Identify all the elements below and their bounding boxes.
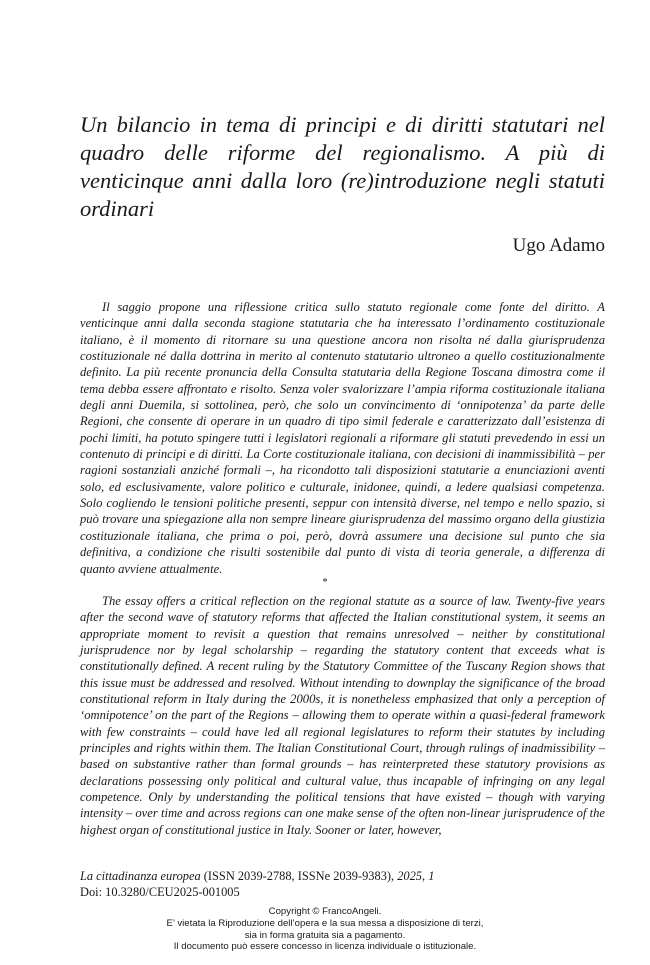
copyright-notice [0, 906, 650, 953]
journal-issn: (ISSN 2039-2788, ISSNe 2039-9383), [200, 869, 398, 883]
article-author: Ugo Adamo [512, 235, 605, 256]
copyright-line: E’ vietata la Riproduzione dell’opera e la sua messa a disposizione di terzi, [166, 917, 484, 929]
abstract-english: The essay offers a critical reflection on the regional statute as a source of law. Twenty-five years after the second wave of statutory reforms that affected the Italian constitutional system, it seems an appropriate moment to revisit a question that remains unresolved – neither by constitutional jurisprudence nor by legal scholarship – regarding the statutory content that exceeds what is constitutionally defined. A recent ruling by the Statutory Committee of the Tuscany Region shows that this issue must be addressed and resolved. Without intending to downplay the significance of the broad constitutional reform in Italy during the 2000s, it is nonetheless emphasized that only a perception of ‘omnipotence’ on the part of the Regions – allowing them to operate within a quasi-federal framework with few constraints – could have led all regional legislatures to reform their statutes by including principles and rights within them. The Italian Constitutional Court, through rulings of inadmissibility – based on substantive rather than formal grounds – has reinterpreted these statutory provisions as declarations possessing only political and cultural value, thus incapable of infringing on any legal competence. Only by understanding the political tensions that have existed – though with varying intensity – over time and across regions can one make sense of the often non-linear jurisprudence of the highest organ of constitutional justice in Italy. Sooner or later, however, [80, 594, 605, 837]
copyright-line: sia in forma gratuita sia a pagamento. [244, 929, 406, 941]
article-title: Un bilancio in tema di principi e di diritti statutari nel quadro delle riforme del regionalismo. A più di venticinque anni dalla loro (re)introduzione negli statuti ordinari [80, 112, 605, 221]
journal-citation [80, 868, 620, 884]
journal-name: La cittadinanza europea [80, 869, 201, 883]
copyright-line: Copyright © FrancoAngeli. [268, 906, 382, 917]
abstract-separator: * [322, 576, 328, 588]
copyright-line: Il documento può essere concesso in licenza individuale o istituzionale. [173, 941, 477, 953]
journal-issue: 2025, 1 [397, 869, 435, 883]
abstract-italian: Il saggio propone una riflessione critica sullo statuto regionale come fonte del diritto. A venticinque anni dalla seconda stagione statutaria che ha interessato l’ordinamento costituzionale italiano, è il momento di ritornare su una questione ancora non risolta né dalla giurisprudenza costituzionale né dalla dottrina in merito al contenuto statutario ultroneo a quello costituzionalmente definito. La più recente pronuncia della Consulta statutaria della Regione Toscana dimostra come il tema debba essere affrontato e risolto. Senza voler svalorizzare l’ampia riforma costituzionale italiana degli anni Duemila, si sottolinea, però, che solo un convincimento di ‘onnipotenza’ da parte delle Regioni, che consente di operare in un quadro di tipo simil federale e caratterizzato dall’esistenza di pochi limiti, ha potuto spingere tutti i legislatori regionali a riformare gli statuti prevedendo in essi un contenuto di principi e di diritti. La Corte costituzionale italiana, con decisioni di inammissibilità – per ragioni sostanziali anziché formali –, ha ricondotto tali disposizioni statutarie a enunciazioni aventi solo, ed esclusivamente, valore politico e culturale, inidonee, quindi, a ledere qualsiasi competenza. Solo cogliendo le tensioni politiche presenti, seppur con intensità diverse, nel tempo e nello spazio, si può trovare una spiegazione alla non sempre lineare giurisprudenza del massimo organo della giustizia costituzionale italiana, che prima o poi, però, dovrà assumere una decisione sul punto che sia definitiva, a condizione che risulti sostenibile dal punto di vista di teoria generale, a differenza di quanto avviene attualmente. [80, 300, 605, 576]
journal-doi: Doi: 10.3280/CEU2025-001005 [80, 885, 240, 899]
journal-info [80, 868, 620, 900]
